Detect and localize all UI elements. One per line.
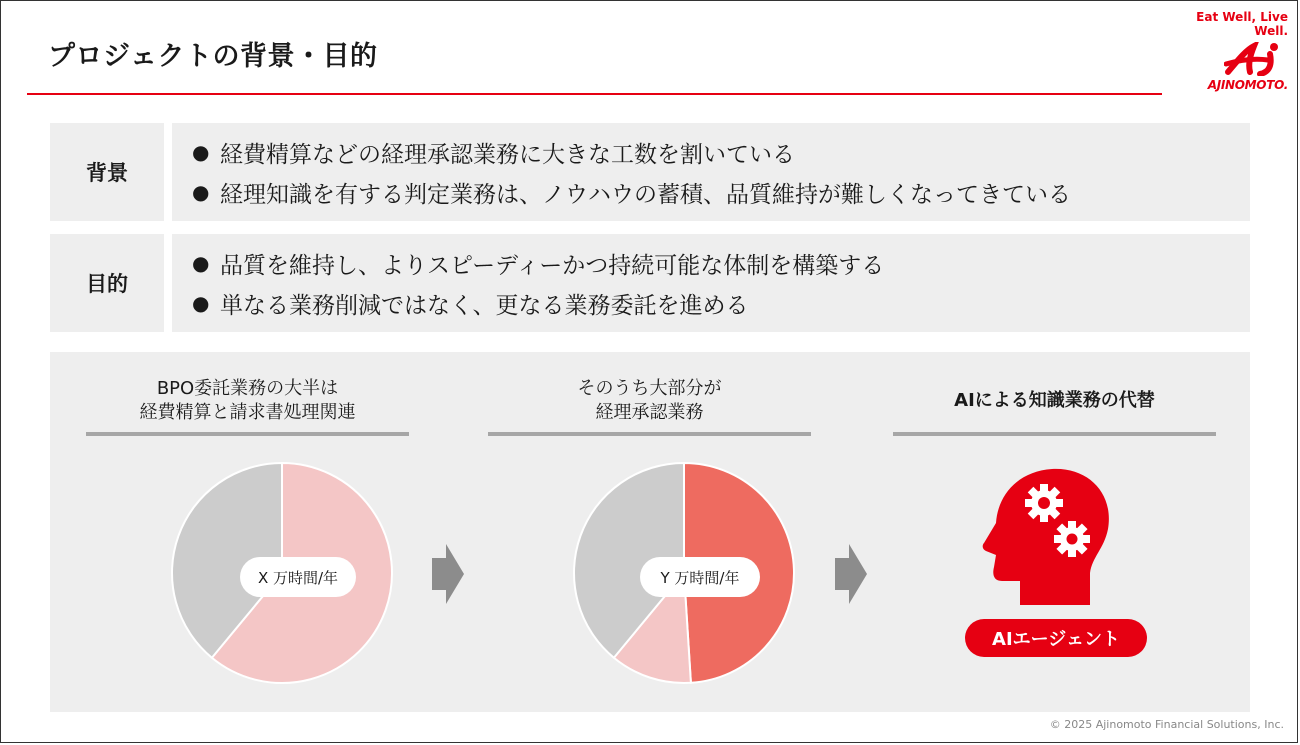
column-heading-line: 経理承認業務 — [595, 402, 704, 423]
bullet-dot: ● — [192, 140, 210, 164]
title-divider — [27, 93, 1162, 95]
bullet-dot: ● — [192, 251, 210, 275]
brand-tagline: Eat Well, Live Well. — [1196, 10, 1288, 38]
column-heading-line: AIによる知識業務の代替 — [954, 390, 1155, 411]
bullet-text: 品質を維持し、よりスピーディーかつ持続可能な体制を構築する — [220, 252, 885, 279]
column-heading-line: BPO委託業務の大半は — [156, 378, 339, 399]
brand-logo — [1168, 10, 1288, 92]
head-gears-icon — [980, 465, 1130, 605]
bullet-dot: ● — [192, 291, 210, 315]
bullet-dot: ● — [192, 180, 210, 204]
bullet-text: 経費精算などの経理承認業務に大きな工数を割いている — [220, 141, 795, 168]
bullet-item — [192, 247, 1250, 280]
pie-value-label: Y 万時間/年 — [640, 557, 760, 597]
column-heading — [893, 370, 1216, 432]
column-divider — [488, 432, 811, 436]
column-heading — [86, 370, 409, 432]
brand-name: AJINOMOTO. — [1207, 78, 1288, 92]
copyright: © 2025 Ajinomoto Financial Solutions, Inc. — [1049, 718, 1284, 731]
flow-column-ai — [893, 352, 1216, 712]
background-content — [172, 123, 1250, 221]
purpose-content — [172, 234, 1250, 332]
column-heading-line: 経費精算と請求書処理関連 — [139, 402, 356, 423]
column-divider — [893, 432, 1216, 436]
pie-value-label: X 万時間/年 — [240, 557, 356, 597]
column-heading-line: そのうち大部分が — [577, 378, 722, 399]
column-divider — [86, 432, 409, 436]
ai-agent-button[interactable]: AIエージェント — [965, 619, 1147, 657]
ajinomoto-logo-icon — [1224, 42, 1288, 76]
bullet-text: 経理知識を有する判定業務は、ノウハウの蓄積、品質維持が難しくなってきている — [220, 181, 1071, 208]
slide-title: プロジェクトの背景・目的 — [48, 41, 378, 72]
bullet-item — [192, 136, 1250, 169]
bullet-item — [192, 176, 1250, 209]
background-row — [50, 123, 1250, 221]
purpose-label: 目的 — [50, 234, 164, 332]
right-arrow-icon — [432, 544, 464, 604]
purpose-row — [50, 234, 1250, 332]
right-arrow-icon — [835, 544, 867, 604]
bullet-item — [192, 287, 1250, 320]
bullet-text: 単なる業務削減ではなく、更なる業務委託を進める — [220, 292, 749, 319]
flow-panel — [50, 352, 1250, 712]
column-heading — [488, 370, 811, 432]
flow-column-approval — [488, 352, 811, 712]
flow-column-bpo — [86, 352, 409, 712]
background-label: 背景 — [50, 123, 164, 221]
